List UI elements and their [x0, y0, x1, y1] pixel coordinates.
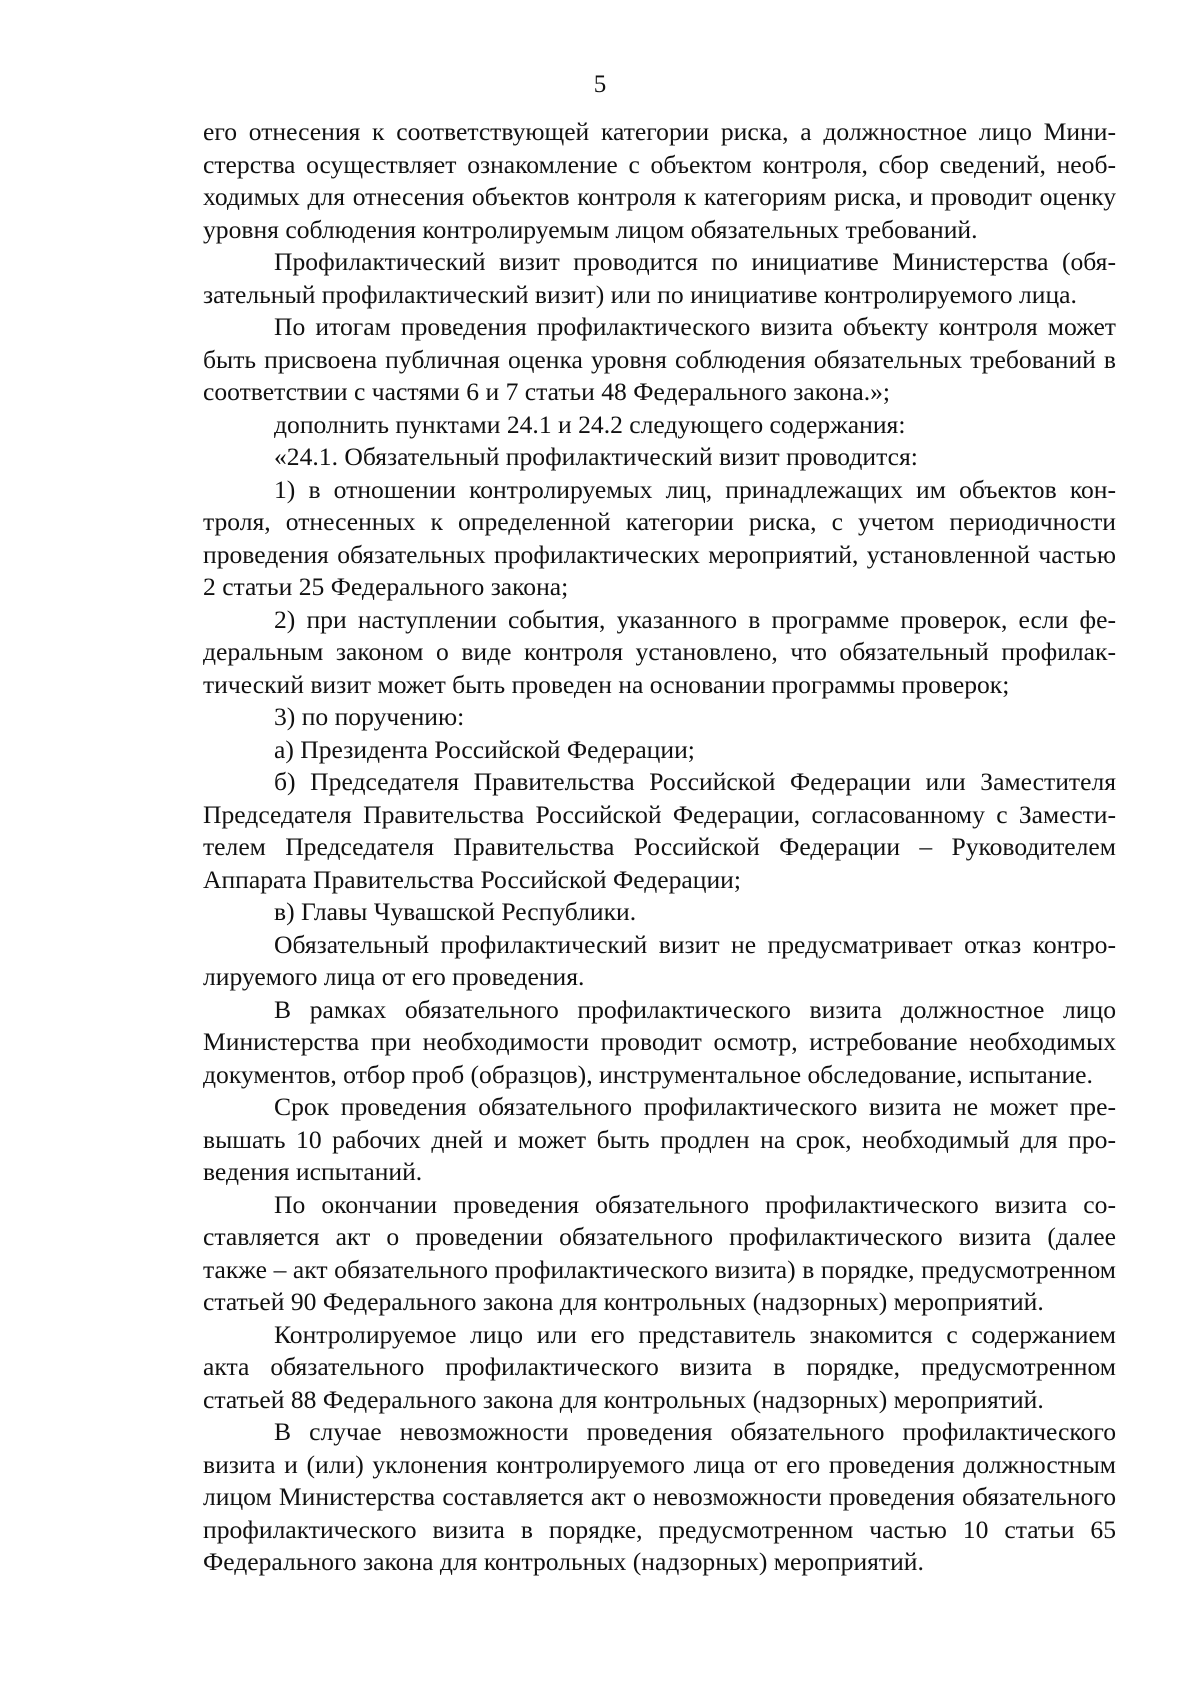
list-item-1: 1) в отношении контролируемых лиц, принадлежащих им объектов контроля, отнесенных к определенной категории риска, с учетом периодичности проведения обязательных профилактических мероприятий, установленной частью 2 статьи 25 Федерального закона;: [203, 474, 1116, 601]
list-subitem-c: в) Главы Чувашской Республики.: [274, 897, 637, 926]
paragraph-public-assessment: По итогам проведения профилактического визита объекту контроля может быть присвоена публичная оценка уровня соблюдения обязательных требований в соответствии с частями 6 и 7 статьи 48 Федерального закона.»;: [203, 312, 1116, 406]
list-subitem-a: а) Президента Российской Федерации;: [274, 734, 695, 764]
paragraph-continuation: его отнесения к соответствующей категории риска, а должностное лицо Министерства осуществляет ознакомление с объектом контроля, сбор сведений, необходимых для отнесения объектов контроля к категориям риска, и проводит оценку уровня соблюдения контролируемым лицом обязательных требований.: [203, 117, 1116, 244]
list-subitem-b: б) Председателя Правительства Российской Федерации или Заместителя Председателя Правительства Российской Федерации, согласованному с Заместителем Председателя Правительства Российской Федерации – Руководителем Аппарата Правительства Российской Федерации;: [203, 767, 1116, 894]
paragraph-visit-initiative: Профилактический визит проводится по инициативе Министерства (обязательный профилактический визит) или по инициативе контролируемого лица.: [203, 247, 1116, 309]
paragraph-amendment-intro: дополнить пунктами 24.1 и 24.2 следующего содержания:: [274, 409, 906, 439]
paragraph-impossibility-act: В случае невозможности проведения обязательного профилактического визита и (или) уклонения контролируемого лица от его проведения должностным лицом Министерства составляется акт о невозможности проведения обязательного профилактического визита в порядке, предусмотренном частью 10 статьи 65 Федерального закона для контрольных (надзорных) мероприятий.: [203, 1417, 1116, 1576]
paragraph-inspection-actions: В рамках обязательного профилактического визита должностное лицо Министерства при необходимости проводит осмотр, истребование необходимых документов, отбор проб (образцов), инструментальное обследование, испытание.: [203, 994, 1116, 1089]
paragraph-item-24-1: «24.1. Обязательный профилактический визит проводится:: [274, 442, 918, 471]
list-item-3: 3) по поручению:: [274, 702, 465, 731]
paragraph-no-refusal: Обязательный профилактический визит не предусматривает отказ контролируемого лица от его проведения.: [203, 929, 1116, 991]
list-item-2: 2) при наступлении события, указанного в программе проверок, если федеральным законом о виде контроля установлено, что обязательный профилактический визит может быть проведен на основании программы проверок;: [203, 604, 1116, 699]
paragraph-visit-duration: Срок проведения обязательного профилактического визита не может превышать 10 рабочих дней и может быть продлен на срок, необходимый для проведения испытаний.: [203, 1092, 1116, 1186]
paragraph-visit-act: По окончании проведения обязательного профилактического визита составляется акт о проведении обязательного профилактического визита (далее также – акт обязательного профилактического визита) в порядке, предусмотренном статьей 90 Федерального закона для контрольных (надзорных) мероприятий.: [203, 1189, 1116, 1316]
document-body: [203, 116, 1116, 1579]
page-number: 5: [593, 71, 607, 98]
paragraph-act-familiarization: Контролируемое лицо или его представитель знакомится с содержанием акта обязательного профилактического визита в порядке, предусмотренном статьей 88 Федерального закона для контрольных (надзорных) мероприятий.: [203, 1319, 1116, 1414]
